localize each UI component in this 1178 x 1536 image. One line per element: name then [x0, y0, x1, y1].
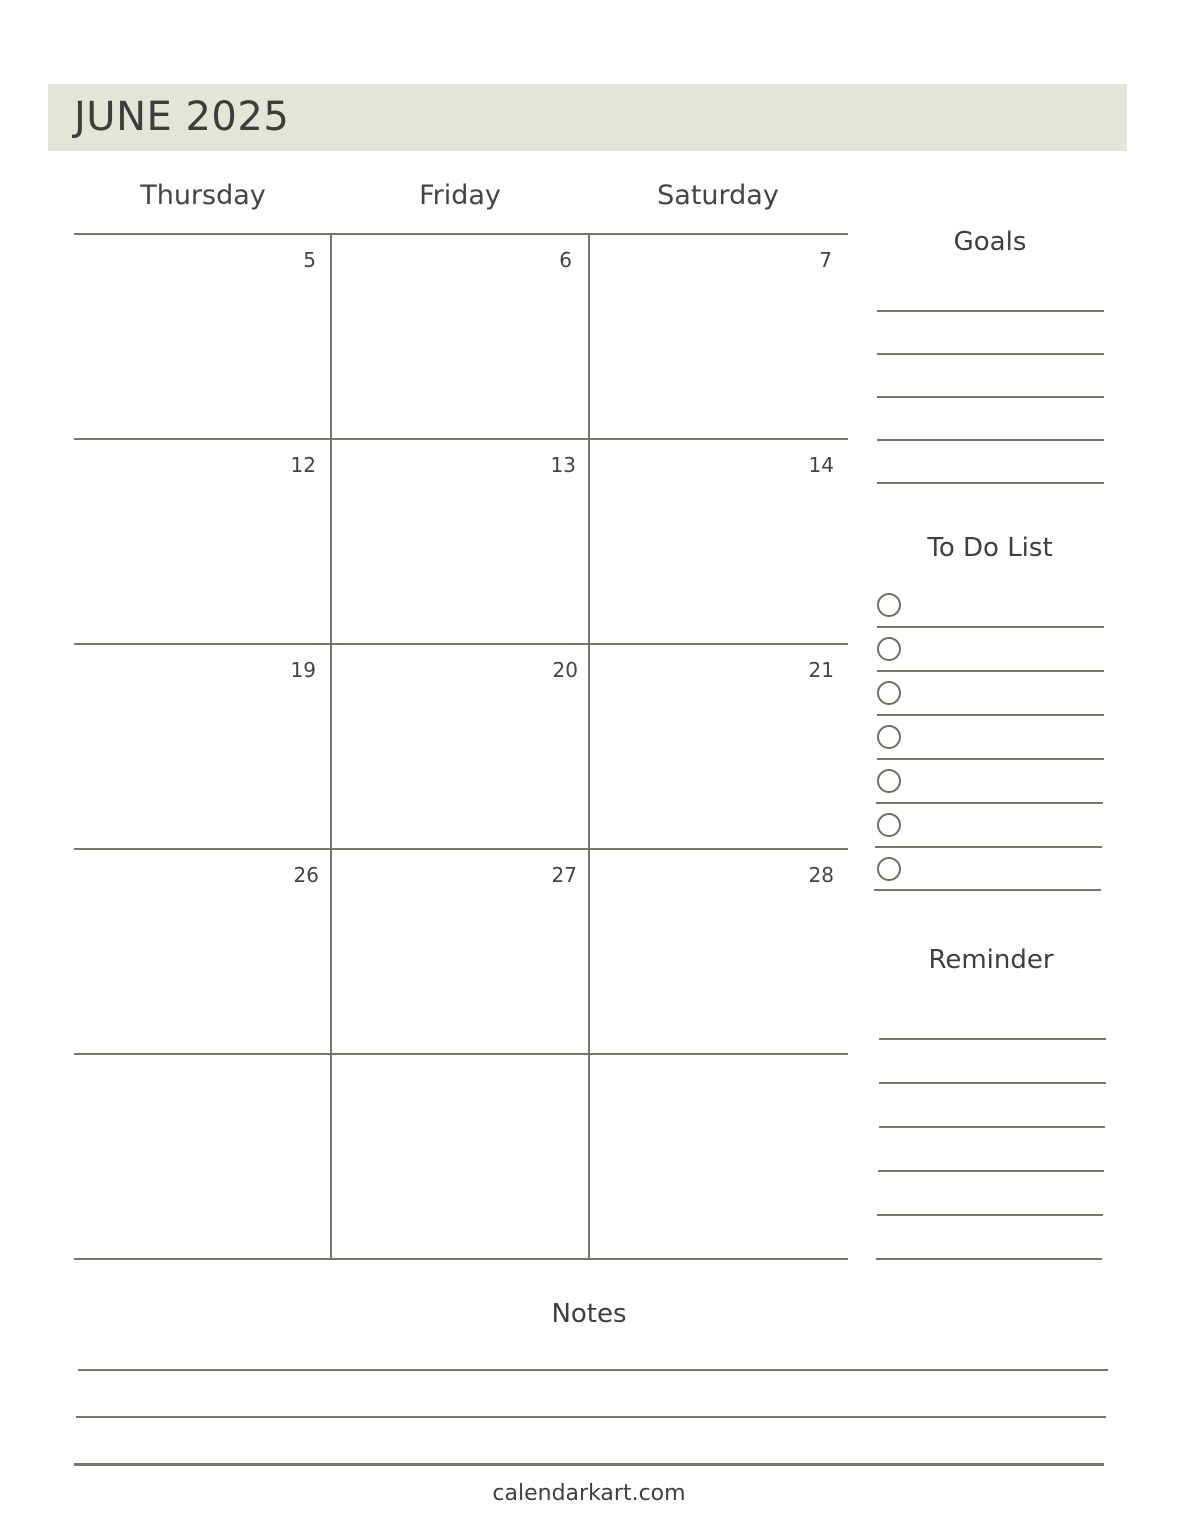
day-cell[interactable] [332, 645, 588, 848]
day-cell[interactable] [590, 440, 848, 643]
checkbox-circle-icon[interactable] [877, 857, 901, 881]
goals-line[interactable] [877, 482, 1104, 484]
todo-line[interactable] [874, 889, 1101, 891]
notes-line[interactable] [74, 1463, 1104, 1466]
day-cell[interactable] [74, 850, 330, 1053]
day-cell[interactable] [74, 235, 330, 438]
reminder-line[interactable] [876, 1258, 1102, 1260]
todo-line[interactable] [877, 626, 1104, 628]
checkbox-circle-icon[interactable] [877, 813, 901, 837]
day-number: 27 [551, 863, 577, 887]
day-number: 5 [303, 248, 316, 272]
goals-title: Goals [953, 227, 1027, 257]
goals-line[interactable] [877, 439, 1104, 441]
day-number: 6 [559, 248, 572, 272]
grid-line [74, 1258, 848, 1260]
day-number: 20 [552, 658, 578, 682]
goals-line[interactable] [877, 396, 1104, 398]
todo-line[interactable] [877, 714, 1104, 716]
day-number: 12 [290, 453, 316, 477]
day-name-saturday: Saturday [657, 180, 779, 211]
todo-line[interactable] [877, 670, 1104, 672]
checkbox-circle-icon[interactable] [877, 681, 901, 705]
notes-line[interactable] [76, 1416, 1106, 1418]
reminder-line[interactable] [879, 1082, 1106, 1084]
day-number: 14 [808, 453, 834, 477]
reminder-line[interactable] [879, 1126, 1105, 1128]
day-cell-empty[interactable] [332, 1055, 588, 1258]
day-cell-empty[interactable] [74, 1055, 330, 1258]
todo-line[interactable] [877, 758, 1104, 760]
day-cell[interactable] [332, 440, 588, 643]
day-cell[interactable] [590, 235, 848, 438]
footer-site-text: calendarkart.com [492, 1481, 686, 1506]
day-cell[interactable] [332, 235, 588, 438]
day-number: 19 [290, 658, 316, 682]
day-cell-empty[interactable] [590, 1055, 848, 1258]
todo-title: To Do List [927, 533, 1053, 563]
day-number: 26 [293, 863, 319, 887]
goals-line[interactable] [877, 353, 1104, 355]
checkbox-circle-icon[interactable] [877, 637, 901, 661]
checkbox-circle-icon[interactable] [877, 593, 901, 617]
reminder-line[interactable] [878, 1170, 1104, 1172]
day-cell[interactable] [74, 440, 330, 643]
todo-line[interactable] [876, 802, 1103, 804]
day-cell[interactable] [590, 645, 848, 848]
reminder-line[interactable] [879, 1038, 1106, 1040]
checkbox-circle-icon[interactable] [877, 769, 901, 793]
day-number: 28 [808, 863, 834, 887]
reminder-title: Reminder [928, 945, 1054, 975]
notes-title: Notes [551, 1299, 627, 1329]
notes-line[interactable] [78, 1369, 1108, 1371]
day-cell[interactable] [332, 850, 588, 1053]
page-title: JUNE 2025 [74, 94, 290, 140]
day-name-friday: Friday [419, 180, 501, 211]
day-cell[interactable] [74, 645, 330, 848]
checkbox-circle-icon[interactable] [877, 725, 901, 749]
day-number: 13 [550, 453, 576, 477]
goals-line[interactable] [877, 310, 1104, 312]
day-cell[interactable] [590, 850, 848, 1053]
day-number: 7 [819, 248, 832, 272]
todo-line[interactable] [875, 846, 1102, 848]
reminder-line[interactable] [877, 1214, 1103, 1216]
day-name-thursday: Thursday [140, 180, 266, 211]
day-number: 21 [808, 658, 834, 682]
